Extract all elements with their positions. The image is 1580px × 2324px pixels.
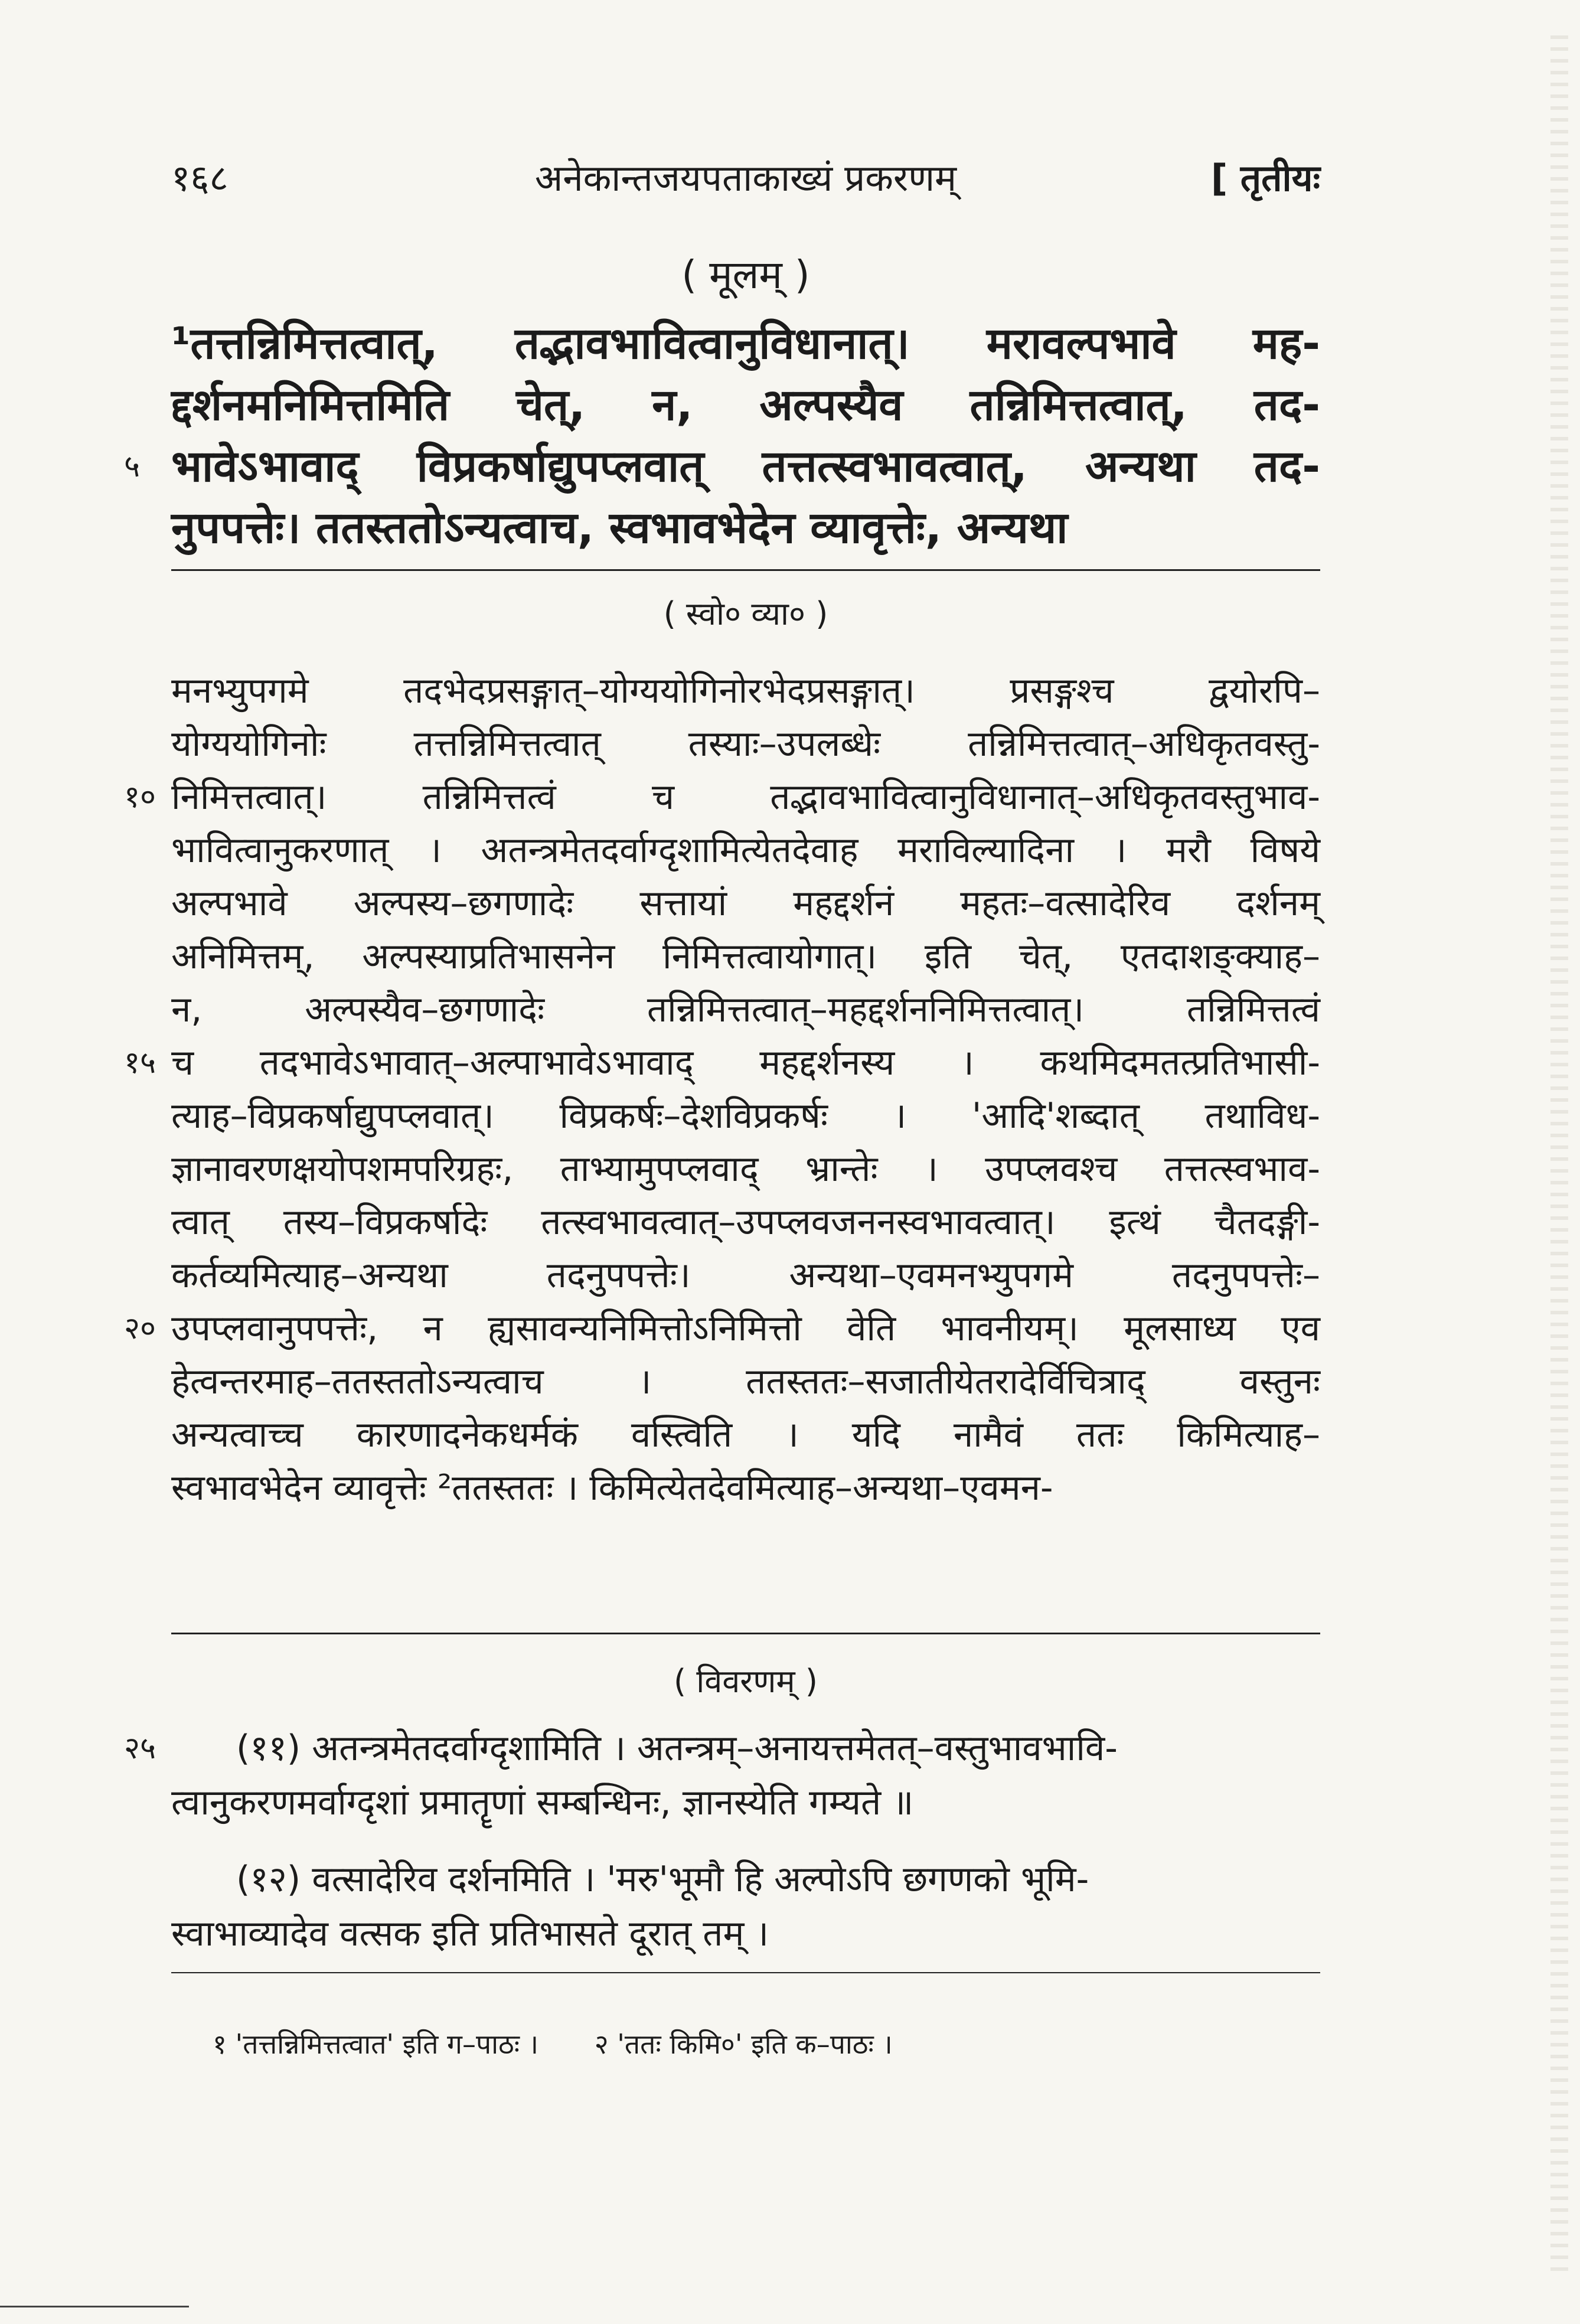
vivaranam-line: २५ (११) अतन्त्रमेतदर्वाग्दृशामिति । अतन्त्रम्–अनायत्तमेतत्–वस्तुभावभावि- — [171, 1721, 1320, 1775]
section-divider — [171, 569, 1320, 571]
vyakhya-text — [124, 664, 1320, 1514]
vivaranam-line: त्वानुकरणमर्वाग्दृशां प्रमातॄणां सम्बन्धिनः, ज्ञानस्येति गम्यते ॥ — [171, 1782, 914, 1823]
vyakhya-line: २० उपप्लवानुपपत्तेः, न ह्यसावन्यनिमित्तोऽनिमित्तो वेति भावनीयम्। मूलसाध्य एव — [171, 1302, 1320, 1355]
mulam-heading: ( मूलम् ) — [681, 252, 810, 298]
vyakhya-line: त्याह–विप्रकर्षाद्युपप्लवात्। विप्रकर्षः–देशविप्रकर्षः । 'आदि'शब्दात् तथाविध- — [171, 1095, 1320, 1137]
line-number: ५ — [124, 449, 141, 484]
vyakhya-line: भावित्वानुकरणात् । अतन्त्रमेतदर्वाग्दृशामित्येतदेवाह मराविल्यादिना । मरौ विषये — [171, 830, 1320, 871]
footnotes — [213, 2025, 1320, 2062]
mulam-line: ५ भावेऽभावाद् विप्रकर्षाद्युपप्लवात् तत्तत्स्वभावत्वात्, अन्यथा तद- — [171, 436, 1320, 497]
vivaranam-line: स्वाभाव्यादेव वत्सक इति प्रतिभासते दूरात् तम् । — [171, 1913, 769, 1954]
vyakhya-line: स्वभावभेदेन व्यावृत्तेः ²ततस्ततः । किमित्येतदेवमित्याह–अन्यथा–एवमन- — [171, 1467, 1053, 1509]
footnote-divider — [171, 1972, 1320, 1973]
page-number: १६८ — [171, 156, 228, 200]
vyakhya-line: १५ च तदभावेऽभावात्–अल्पाभावेऽभावाद् महद्दर्शनस्य । कथमिदमतत्प्रतिभासी- — [171, 1036, 1320, 1089]
vyakhya-line: अनिमित्तम्, अल्पस्याप्रतिभासनेन निमित्तत्वायोगात्। इति चेत्, एतदाशङ्क्याह– — [171, 936, 1320, 977]
vyakhya-line: मनभ्युपगमे तदभेदप्रसङ्गात्–योग्ययोगिनोरभेदप्रसङ्गात्। प्रसङ्गश्च द्वयोरपि– — [171, 670, 1320, 711]
section-divider — [171, 1633, 1320, 1634]
line-number: २० — [124, 1311, 156, 1346]
vyakhya-line: कर्तव्यमित्याह–अन्यथा तदनुपपत्तेः। अन्यथा–एवमनभ्युपगमे तदनुपपत्तेः– — [171, 1255, 1320, 1296]
vyakhya-line: हेत्वन्तरमाह–ततस्ततोऽन्यत्वाच । ततस्ततः–सजातीयेतरादेर्विचित्राद् वस्तुनः — [171, 1361, 1320, 1402]
vyakhya-line: योग्ययोगिनोः तत्तन्निमित्तत्वात् तस्याः–उपलब्धेः तन्निमित्तत्वात्–अधिकृतवस्तु- — [171, 723, 1320, 765]
mulam-text — [124, 313, 1320, 559]
footnote: १ 'तत्तन्निमित्तत्वात' इति ग–पाठः । — [213, 2028, 539, 2060]
vyakhya-line: ज्ञानावरणक्षयोपशमपरिग्रहः, ताभ्यामुपप्लवाद् भ्रान्तेः । उपप्लवश्च तत्तत्स्वभाव- — [171, 1148, 1320, 1190]
scan-mark — [0, 2306, 189, 2307]
vivaranam-heading: ( विवरणम् ) — [674, 1663, 818, 1700]
vyakhya-line: अल्पभावे अल्पस्य–छगणादेः सत्तायां महद्दर्शनं महतः–वत्सादेरिव दर्शनम् — [171, 883, 1320, 924]
mulam-line: द्दर्शनमनिमित्तमिति चेत्, न, अल्पस्यैव तन्निमित्तत्वात्, तद- — [171, 380, 1320, 430]
vivaranam-text — [124, 1721, 1320, 1961]
mulam-line: ¹तत्तन्निमित्तत्वात्, तद्भावभावित्वानुविधानात्। मरावल्पभावे मह- — [171, 318, 1320, 369]
chapter-label: [ तृतीयः — [1210, 156, 1320, 200]
vyakhya-line: अन्यत्वाच्च कारणादनेकधर्मकं वस्त्विति । यदि नामैवं ततः किमित्याह– — [171, 1414, 1320, 1455]
vyakhya-line: १० निमित्तत्वात्। तन्निमित्तत्वं च तद्भावभावित्वानुविधानात्–अधिकृतवस्तुभाव- — [171, 771, 1320, 824]
running-header — [171, 152, 1320, 205]
footnote: २ 'ततः किमि०' इति क–पाठः । — [594, 2028, 893, 2060]
page-edge — [1550, 35, 1568, 2279]
line-number: २५ — [124, 1731, 156, 1766]
line-number: १० — [124, 779, 156, 815]
vyakhya-heading: ( स्वो० व्या० ) — [663, 595, 828, 632]
vivaranam-line: (१२) वत्सादेरिव दर्शनमिति । 'मरु'भूमौ हि अल्पोऽपि छगणको भूमि- — [236, 1859, 1089, 1900]
mulam-line: नुपपत्तेः। ततस्ततोऽन्यत्वाच, स्वभावभेदेन व्यावृत्तेः, अन्यथा — [171, 502, 1068, 553]
vyakhya-line: न, अल्पस्यैव–छगणादेः तन्निमित्तत्वात्–महद्दर्शननिमित्तत्वात्। तन्निमित्तत्वं — [171, 989, 1320, 1030]
vyakhya-line: त्वात् तस्य–विप्रकर्षादेः तत्स्वभावत्वात्–उपप्लवजननस्वभावत्वात्। इत्थं चैतदङ्गी- — [171, 1202, 1320, 1243]
book-title: अनेकान्तजयपताकाख्यं प्रकरणम् — [534, 156, 957, 200]
line-number: १५ — [124, 1045, 156, 1081]
